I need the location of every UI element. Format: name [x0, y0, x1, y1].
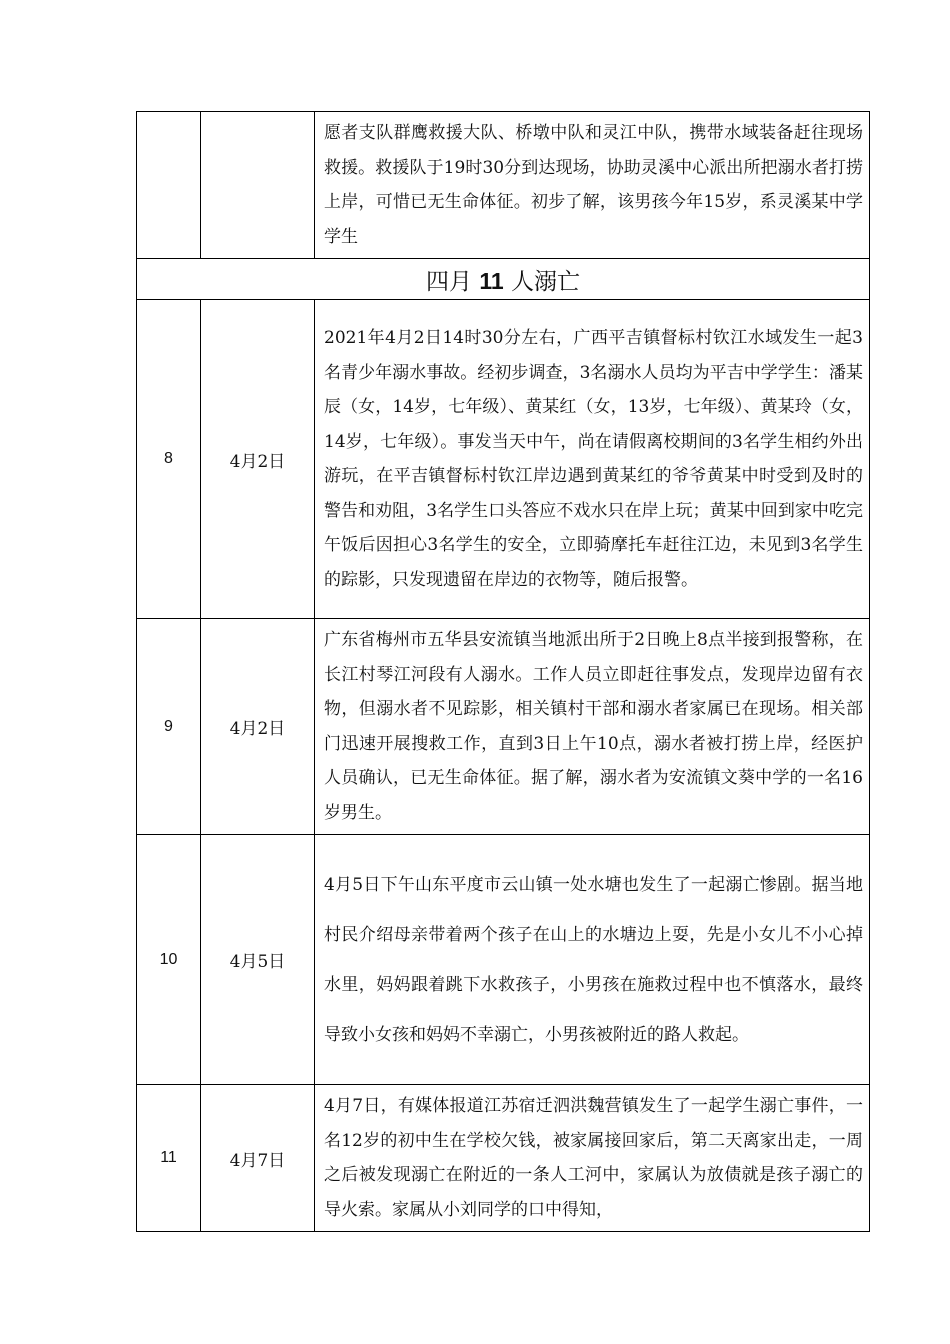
row-date: 4月7日 — [201, 1085, 315, 1232]
drowning-incidents-table — [136, 111, 870, 1232]
table-row — [137, 835, 870, 1085]
description-cell: 愿者支队群鹰救援大队、桥墩中队和灵江中队，携带水域装备赶往现场救援。救援队于19时30分到达现场，协助灵溪中心派出所把溺水者打捞上岸，可惜已无生命体征。初步了解，该男孩今年15岁，系灵溪某中学学生 — [315, 112, 870, 259]
row-description: 2021年4月2日14时30分左右，广西平吉镇督标村钦江水域发生一起3名青少年溺水事故。经初步调查，3名溺水人员均为平吉中学学生：潘某辰（女，14岁，七年级）、黄某红（女，13岁，七年级）、黄某玲（女，14岁，七年级）。事发当天中午，尚在请假离校期间的3名学生相约外出游玩，在平吉镇督标村钦江岸边遇到黄某红的爷爷黄某中时受到及时的警告和劝阻，3名学生口头答应不戏水只在岸上玩；黄某中回到家中吃完午饭后因担心3名学生的安全，立即骑摩托车赶往江边，未见到3名学生的踪影，只发现遗留在岸边的衣物等，随后报警。 — [315, 300, 870, 619]
row-description: 广东省梅州市五华县安流镇当地派出所于2日晚上8点半接到报警称，在长江村琴江河段有人溺水。工作人员立即赶往事发点，发现岸边留有衣物，但溺水者不见踪影，相关镇村干部和溺水者家属已在现场。相关部门迅速开展搜救工作，直到3日上午10点，溺水者被打捞上岸，经医护人员确认，已无生命体征。据了解，溺水者为安流镇文葵中学的一名16岁男生。 — [315, 619, 870, 835]
number-cell — [137, 112, 201, 259]
section-prefix: 四月 — [426, 268, 473, 295]
table-row — [137, 112, 870, 259]
table-row — [137, 1085, 870, 1232]
row-number: 9 — [137, 619, 201, 835]
row-description: 4月7日，有媒体报道江苏宿迁泗洪魏营镇发生了一起学生溺亡事件，一名12岁的初中生在学校欠钱，被家属接回家后，第二天离家出走，一周之后被发现溺亡在附近的一条人工河中，家属认为放债就是孩子溺亡的导火索。家属从小刘同学的口中得知， — [315, 1085, 870, 1232]
row-date: 4月2日 — [201, 300, 315, 619]
table-row — [137, 619, 870, 835]
table-row — [137, 300, 870, 619]
date-cell — [201, 112, 315, 259]
row-description: 4月5日下午山东平度市云山镇一处水塘也发生了一起溺亡惨剧。据当地村民介绍母亲带着两个孩子在山上的水塘边上耍，先是小女儿不小心掉水里，妈妈跟着跳下水救孩子，小男孩在施救过程中也不慎落水，最终导致小女孩和妈妈不幸溺亡，小男孩被附近的路人救起。 — [315, 835, 870, 1085]
section-title — [137, 259, 870, 300]
row-number: 8 — [137, 300, 201, 619]
section-count: 11 — [479, 267, 504, 294]
row-date: 4月2日 — [201, 619, 315, 835]
section-suffix: 人溺亡 — [510, 268, 580, 295]
row-number: 11 — [137, 1085, 201, 1232]
section-header-row — [137, 259, 870, 300]
row-number: 10 — [137, 835, 201, 1085]
row-date: 4月5日 — [201, 835, 315, 1085]
